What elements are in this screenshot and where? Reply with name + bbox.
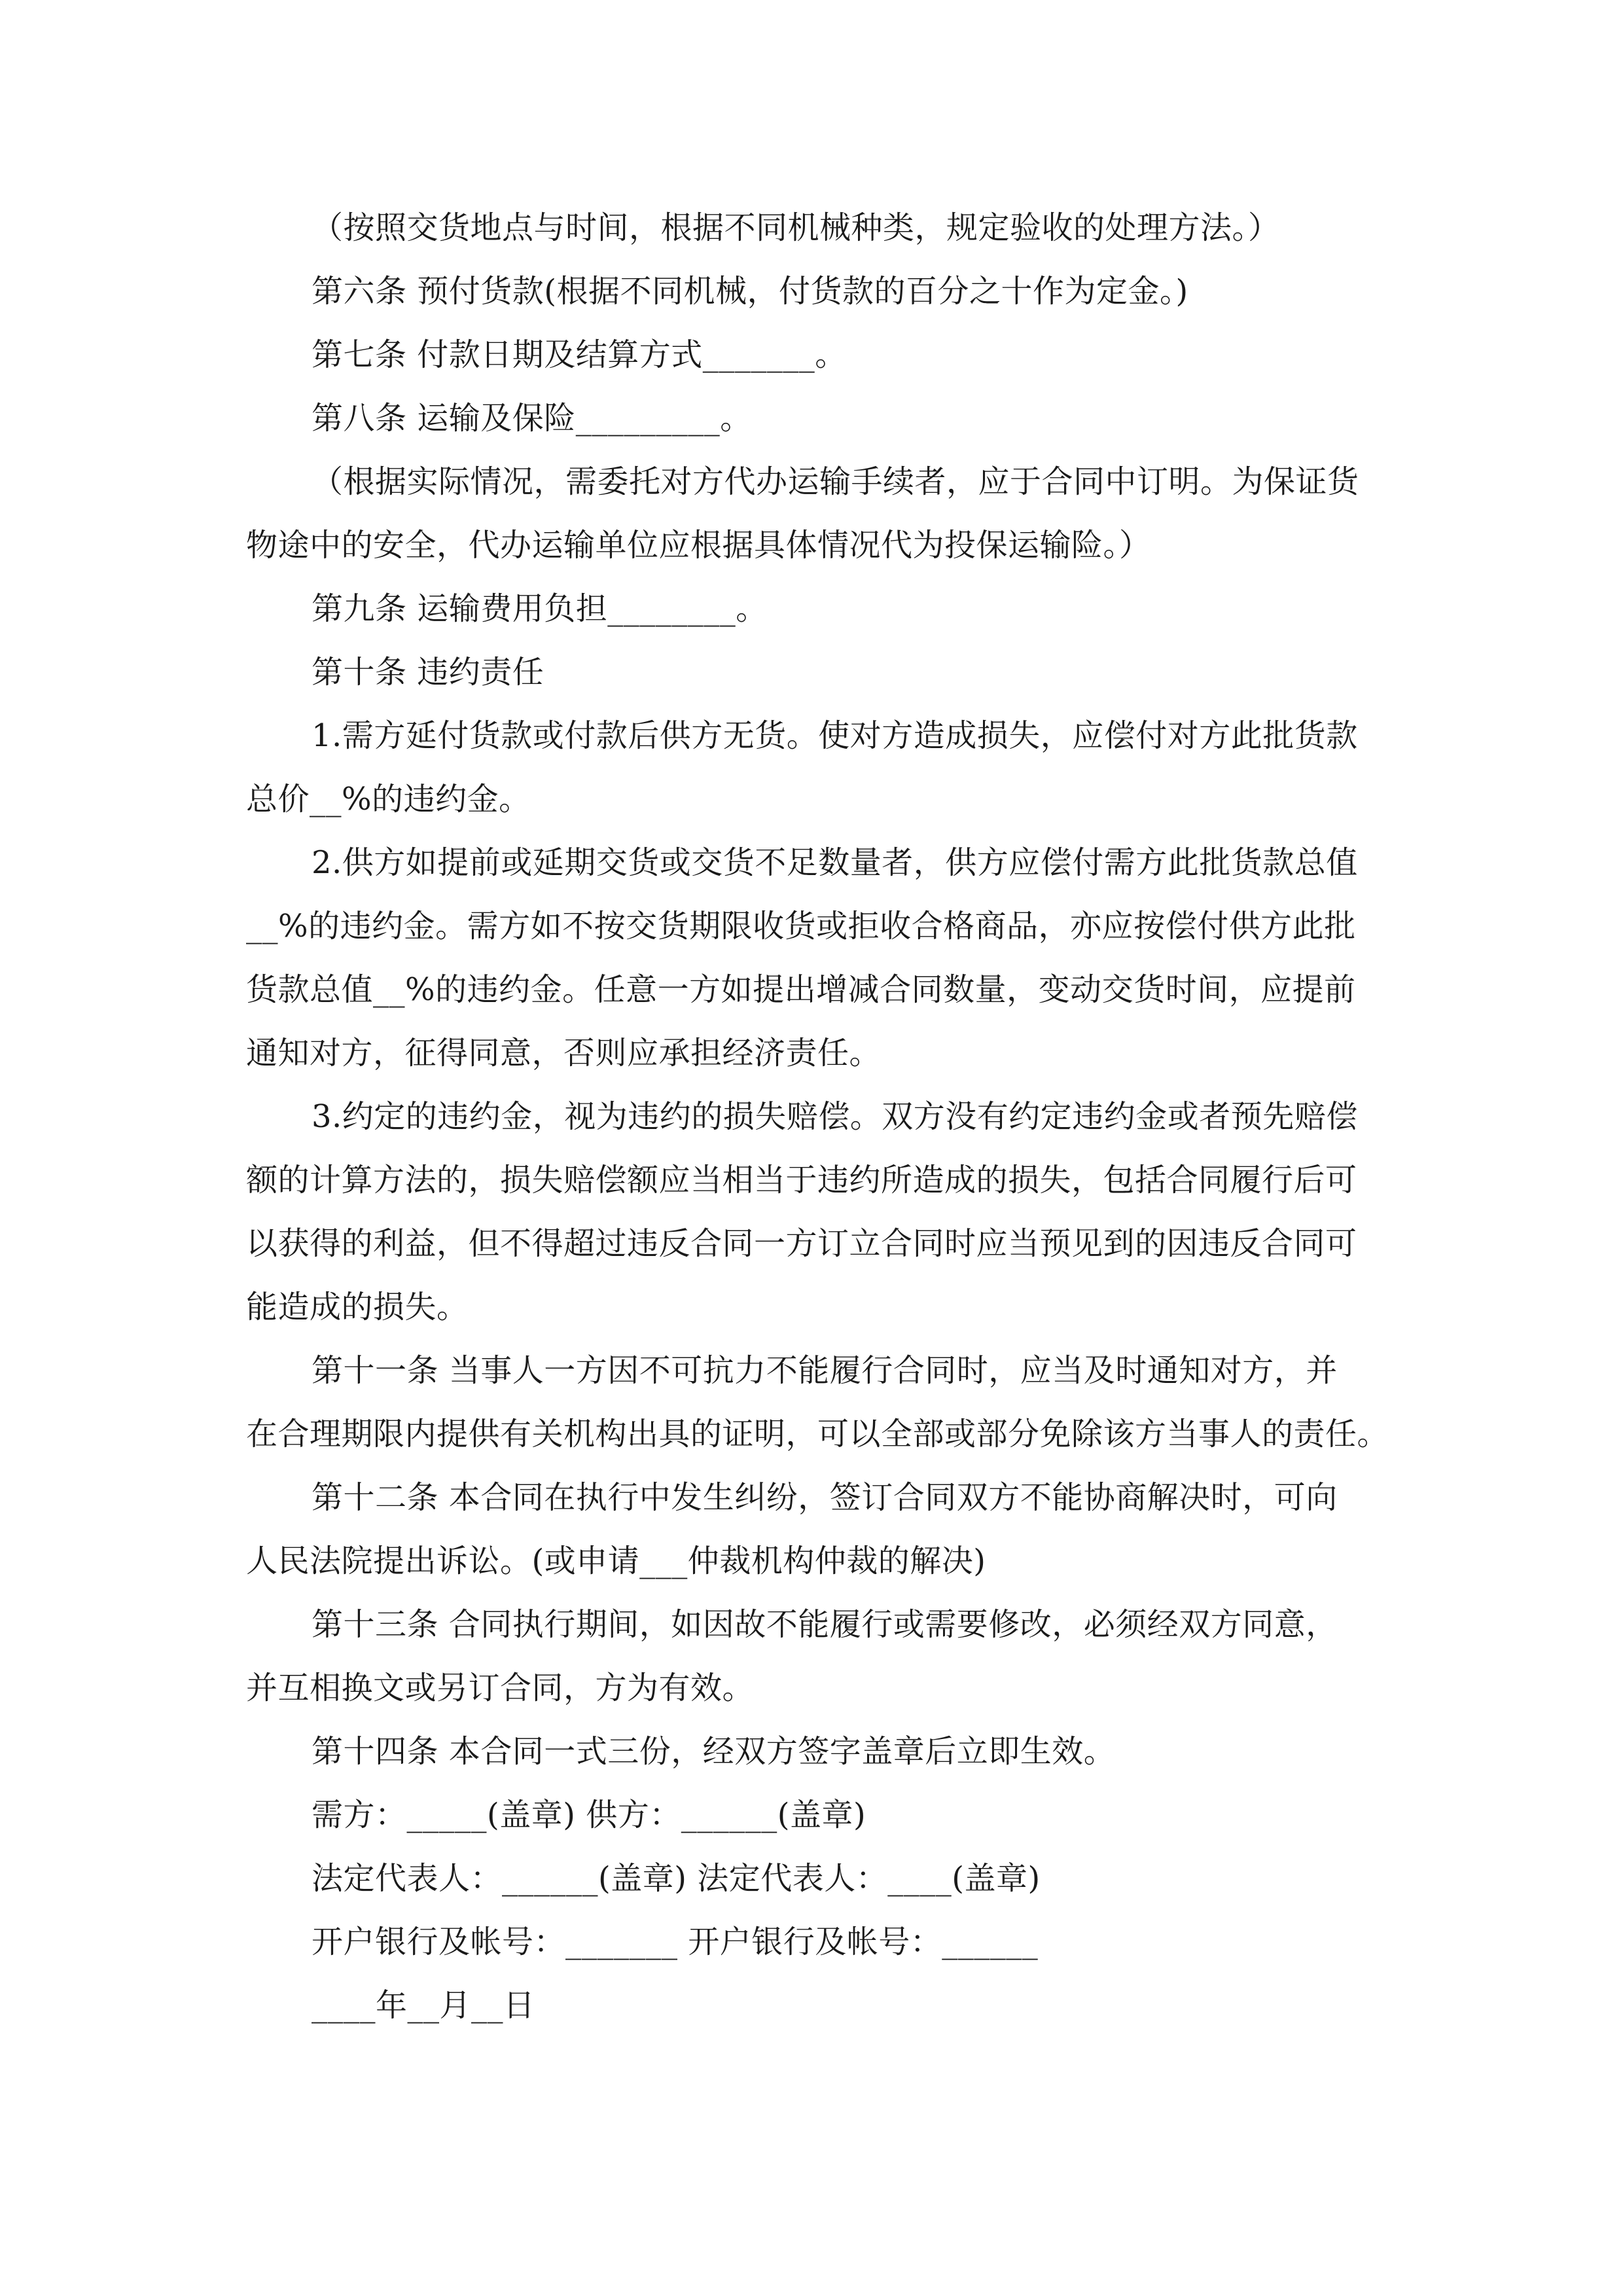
text-line-article-8: 第八条 运输及保险_________。 [312, 400, 752, 437]
text-line-clause-2-cont-c: 通知对方，征得同意，否则应承担经济责任。 [246, 1035, 882, 1071]
text-line-clause-1-cont: 总价__%的违约金。 [246, 781, 531, 817]
signature-line-legal-representatives: 法定代表人：______(盖章) 法定代表人：____(盖章) [312, 1860, 1041, 1897]
text-line-article-14: 第十四条 本合同一式三份，经双方签字盖章后立即生效。 [312, 1733, 1116, 1770]
signature-line-date: ____年__月__日 [312, 1987, 535, 2024]
text-line-clause-3-cont-a: 额的计算方法的，损失赔偿额应当相当于违约所造成的损失，包括合同履行后可 [246, 1162, 1357, 1198]
text-line-article-6: 第六条 预付货款(根据不同机械，付货款的百分之十作为定金。) [312, 273, 1188, 310]
text-line-transport-note: （根据实际情况，需委托对方代办运输手续者，应于合同中订明。为保证货 [312, 463, 1359, 500]
text-line-clause-3: 3.约定的违约金，视为违约的损失赔偿。双方没有约定违约金或者预先赔偿 [312, 1098, 1358, 1135]
text-line-clause-2: 2.供方如提前或延期交货或交货不足数量者，供方应偿付需方此批货款总值 [312, 844, 1358, 881]
signature-line-bank-accounts: 开户银行及帐号：_______ 开户银行及帐号：______ [312, 1924, 1039, 1960]
text-line-clause-2-cont-a: __%的违约金。需方如不按交货期限收货或拒收合格商品，亦应按偿付供方此批 [246, 908, 1356, 944]
signature-line-parties: 需方：_____(盖章) 供方：______(盖章) [312, 1797, 866, 1833]
text-line-article-7: 第七条 付款日期及结算方式_______。 [312, 336, 847, 373]
text-line-clause-3-cont-c: 能造成的损失。 [246, 1289, 469, 1325]
text-line-article-9: 第九条 运输费用负担________。 [312, 590, 768, 627]
text-line-clause-1: 1.需方延付货款或付款后供方无货。使对方造成损失，应偿付对方此批货款 [312, 717, 1358, 754]
text-line-article-12: 第十二条 本合同在执行中发生纠纷，签订合同双方不能协商解决时，可向 [312, 1479, 1338, 1516]
text-line-article-13: 第十三条 合同执行期间，如因故不能履行或需要修改，必须经双方同意， [312, 1606, 1338, 1643]
text-line-article-11: 第十一条 当事人一方因不可抗力不能履行合同时，应当及时通知对方，并 [312, 1352, 1338, 1389]
text-line-clause-3-cont-b: 以获得的利益，但不得超过违反合同一方订立合同时应当预见到的因违反合同可 [246, 1225, 1357, 1262]
text-line-acceptance-note: （按照交货地点与时间，根据不同机械种类，规定验收的处理方法。） [312, 209, 1280, 246]
text-line-article-13-cont: 并互相换文或另订合同，方为有效。 [246, 1670, 755, 1706]
text-line-article-12-cont: 人民法院提出诉讼。(或申请___仲裁机构仲裁的解决) [246, 1543, 986, 1579]
text-line-transport-note-cont: 物途中的安全，代办运输单位应根据具体情况代为投保运输险。） [246, 527, 1151, 564]
text-line-article-10: 第十条 违约责任 [312, 654, 544, 691]
text-line-clause-2-cont-b: 货款总值__%的违约金。任意一方如提出增减合同数量，变动交货时间，应提前 [246, 971, 1356, 1008]
text-line-article-11-cont: 在合理期限内提供有关机构出具的证明，可以全部或部分免除该方当事人的责任。 [246, 1416, 1389, 1452]
